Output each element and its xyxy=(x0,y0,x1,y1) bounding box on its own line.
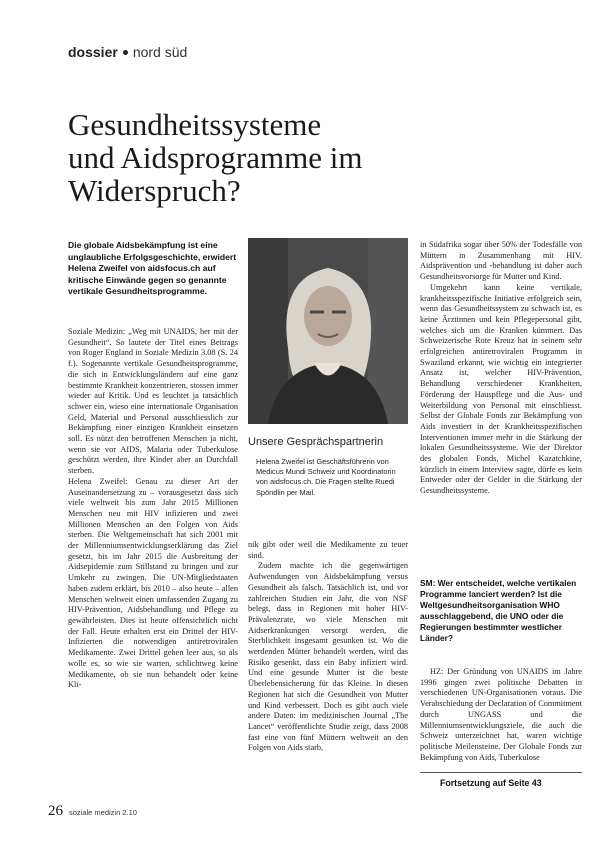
article-column-2 xyxy=(248,540,408,754)
headline-line-2: und Aidsprogramme im xyxy=(68,140,363,175)
headline xyxy=(68,108,488,207)
paragraph: Soziale Medizin: „Weg mit UNAIDS, her mit der Gesundheit“. So lautete der Titel eines Beitrags von Roger England in Soziale Medizin 3.08 (S. 24 f.). Sogenannte vertikale Gesundheitsprogramme, die sich in Entwicklungsländern auf eine ganz bestimmte Krankheit konzentrieren, stossen immer wieder auf Kritik. Und es leuchtet ja tatsächlich schwer ein, wieso eine internationale Organisation Geld, Material und Personal ausschliesslich zur Bekämpfung einer einzigen Krankheit einsetzen soll. Es nützt den betroffenen Menschen ja nicht, wenn sie vor AIDS, Malaria oder Tuberkulose geschützt werden, ihre Kinder aber an Durchfall sterben. xyxy=(68,327,238,476)
divider-line xyxy=(420,772,582,773)
article-column-3-continued xyxy=(420,667,582,763)
interview-question: SM: Wer entscheidet, welche vertikalen Programme lanciert werden? Ist die Weltgesundheitsorganisation WHO ausschlaggebend, die UNO oder die Regierungen bestimmter westlicher Länder? xyxy=(420,578,577,643)
photo-caption: Helena Zweifel ist Geschäftsführerin von Medicus Mundi Schweiz und Koordinatorin von aidsfocus.ch. Die Fragen stellte Ruedi Spöndlin per Mail. xyxy=(256,457,396,497)
headline-line-3: Widerspruch? xyxy=(68,173,241,208)
paragraph: Umgekehrt kann keine vertikale, krankheitsspezifische Initiative erfolgreich sein, wenn das Gesundheitssystem zu schwach ist, es keine Ärztinnen und kein Pflegepersonal gibt, welches sich um die Kranken kümmert. Das Schweizerische Rote Kreuz hat in seinem sehr erfolgreichen antiretroviralen Programm in Swaziland erkannt, wie wichtig ein integrierter Ansatz ist, welcher HIV-Prävention, Behandlung verschiedener Krankheiten, Förderung der Hauspflege und die Aus- und Weiterbildung von Personal mit einschliesst. Selbst der Globale Fonds zur Bekämpfung von Aids investiert in der Krankheitsspezifischen Interventionen immer mehr in die Stärkung der lokalen Gesundheitssysteme. Wie der Direktor des globalen Fonds, Michel Kazatchkine, kürzlich in einem Interview sagte, dürfe es kein Entweder oder der Gelder in die Stärkung der Gesundheitssysteme. xyxy=(420,282,582,496)
article-column-1 xyxy=(68,327,238,691)
paragraph: Helena Zweifel: Genau zu dieser Art der Auseinandersetzung zu – vorausgesetzt dass sich viele weltweit bis zum Jahr 2015 Millionen Menschen neu mit HIV infizieren und zwei Millionen Menschen an den Folgen von Aids sterben. Die Weltgemeinschaft hat sich 2001 mit der Millenniumsentwicklungserklärung das Ziel gesetzt, bis im Jahr 2015 die Ausbreitung der Aidsepidemie zum Stillstand zu bringen und zur Umkehr zu zwingen. Die UN-Mitgliedstaaten haben zudem erklärt, bis 2010 – also heute – allen Menschen weltweit einen umfassenden Zugang zu HIV-Prävention, Aidsbehandlung und Pflege zu gewährleisten. Dies ist heute offensichtlich nicht der Fall. Heute erhalten erst ein Drittel der HIV-Infizierten die notwendigen antiretroviralen Medikamente. Zwei Drittel gehen leer aus, so als wolle es, so wie sie warten, schlichtweg keine Medikamente, ob sie nun behandelt oder keine Kli- xyxy=(68,476,238,690)
headline-line-1: Gesundheitssysteme xyxy=(68,107,322,142)
paragraph: HZ: Der Gründung von UNAIDS im Jahre 1996 gingen zwei politische Debatten in verschiedenen UN-Organisationen voraus. Die Verabschiedung der Declaration of Commitment durch UNGASS und die Millenniumsentwicklungsziele, die auch die Schweiz unterzeichnet hat, waren wichtige politische Meilensteine. Der Globale Fonds zur Bekämpfung von Aids, Tuberkulose xyxy=(420,667,582,762)
portrait-photo xyxy=(248,238,408,424)
page-footer xyxy=(48,802,137,820)
section-label xyxy=(68,44,187,60)
continuation-note: Fortsetzung auf Seite 43 xyxy=(440,778,542,788)
caption-title: Unsere Gesprächspartnerin xyxy=(248,436,384,448)
page-number: 26 xyxy=(48,803,63,819)
paragraph: nik gibt oder weil die Medikamente zu teuer sind. xyxy=(248,540,408,560)
article-column-3 xyxy=(420,240,582,497)
lead-paragraph: Die globale Aidsbekämpfung ist eine unglaubliche Erfolgsgeschichte, erwidert Helena Zweifel von aidsfocus.ch auf kritische Einwände gegen so genannte vertikale Gesundheitsprogramme. xyxy=(68,240,237,297)
portrait-image xyxy=(248,238,408,424)
section-subtitle: nord süd xyxy=(132,44,188,60)
publication-name: soziale medizin 2.10 xyxy=(69,808,137,817)
bullet-dot xyxy=(123,50,128,55)
section-name: dossier xyxy=(68,44,118,60)
paragraph: Zudem machte ich die gegenwärtigen Aufwendungen von Aidsbekämpfung versus Gesundheit als falsch. Tatsächlich ist, und vor zahlreichen Studien ein Jahr, die von NSF belegt, dass in Regionen mit hoher HIV-Prävalenzrate, wo viele Menschen mit Aidserkrankungen versorgt werden, die Sterblichkeit insgesamt gesunken ist. Wo die werdenden Mütter behandelt werden, wird das Risiko gesenkt, dass ein Baby infiziert wird. Und eine gesunde Mutter ist die beste Überlebensicherung für das Kleine. In diesen Regionen hat sich die Gesundheit von Mutter und Kind verbessert. Doch es gibt auch viele andere Daten: im medizinischen Journal „The Lancet“ veröffentlichte Studie zeigt, dass 2008 fast eine von fünf Müttern weltweit an den Folgen von Aids starb, xyxy=(248,561,408,753)
paragraph: in Südafrika sogar über 50% der Todesfälle von Müttern in Zusammenhang mit HIV. Aidsprävention und -behandlung ist daher auch Gesundheitsvorsorge für Mutter und Kind. xyxy=(420,240,582,282)
